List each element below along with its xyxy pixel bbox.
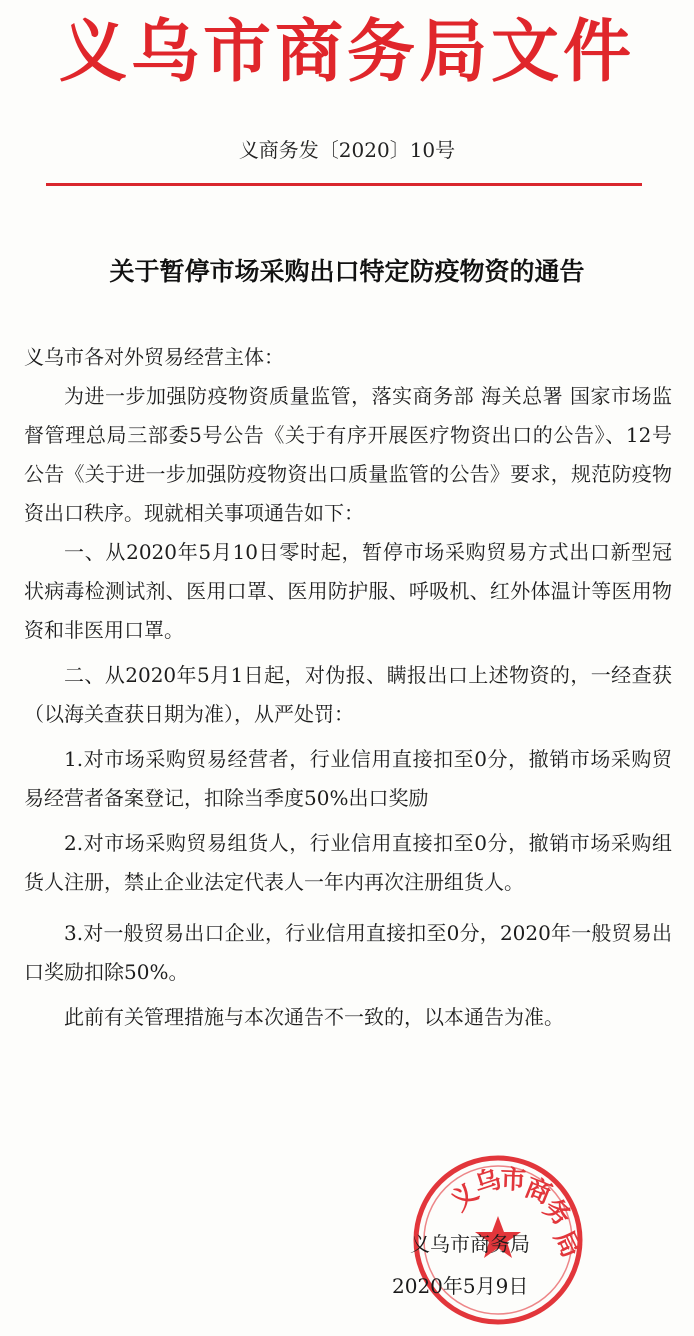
paragraph-intro: 为进一步加强防疫物资质量监管，落实商务部 海关总署 国家市场监督管理总局三部委5号公告《关于有序开展医疗物资出口的公告》、12号公告《关于进一步加强防疫物资出口质量监管的公告》要求，规范防疫物资出口秩序。现就相关事项通告如下：	[24, 384, 672, 525]
paragraph-penalty-3: 3.对一般贸易出口企业，行业信用直接扣至0分，2020年一般贸易出口奖励扣除50%。	[24, 921, 672, 984]
paragraph-penalty-1: 1.对市场采购贸易经营者，行业信用直接扣至0分，撤销市场采购贸易经营者备案登记，扣除当季度50%出口奖励	[24, 747, 672, 810]
paragraph-item-1: 一、从2020年5月10日零时起，暂停市场采购贸易方式出口新型冠状病毒检测试剂、医用口罩、医用防护服、呼吸机、红外体温计等医用物资和非医用口罩。	[24, 540, 672, 642]
masthead-title: 义乌市商务局文件	[58, 13, 635, 92]
svg-text:局: 局	[547, 1225, 587, 1263]
document-number: 义商务发〔2020〕10号	[238, 138, 456, 162]
svg-text:市: 市	[499, 1165, 527, 1196]
notice-title: 关于暂停市场采购出口特定防疫物资的通告	[109, 257, 585, 286]
svg-text:义: 义	[445, 1177, 485, 1218]
red-divider-rule	[46, 183, 642, 186]
paragraph-item-2: 二、从2020年5月1日起，对伪报、瞒报出口上述物资的，一经查获（以海关查获日期为准），从严处罚：	[24, 663, 672, 726]
salutation: 义乌市各对外贸易经营主体：	[24, 345, 284, 369]
svg-text:商: 商	[520, 1172, 556, 1211]
svg-text:乌: 乌	[470, 1164, 505, 1201]
svg-text:务: 务	[537, 1192, 577, 1233]
paragraph-penalty-2: 2.对市场采购贸易组货人，行业信用直接扣至0分，撤销市场采购组货人注册，禁止企业法定代表人一年内再次注册组货人。	[24, 831, 672, 894]
signature-organization: 义乌市商务局	[410, 1232, 530, 1256]
signature-date: 2020年5月9日	[392, 1274, 529, 1298]
notice-body	[24, 338, 672, 1037]
paragraph-closing: 此前有关管理措施与本次通告不一致的，以本通告为准。	[64, 1005, 564, 1029]
